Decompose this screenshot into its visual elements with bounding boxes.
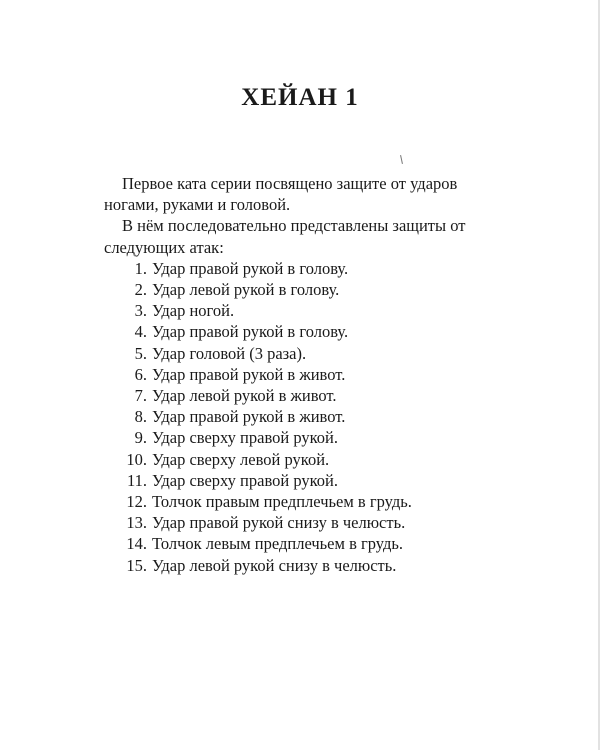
list-item-number: 12. xyxy=(126,492,147,512)
list-item-number: 1. xyxy=(134,258,147,278)
list-item-number: 14. xyxy=(126,534,147,554)
list-item xyxy=(104,449,514,470)
list-item xyxy=(104,258,514,279)
list-item xyxy=(104,385,514,406)
list-item-text: Удар головой (3 раза). xyxy=(152,343,307,363)
list-item xyxy=(104,512,514,533)
list-item-number: 2. xyxy=(134,280,147,300)
list-item-text: Толчок правым предплечьем в грудь. xyxy=(152,492,412,512)
body-text xyxy=(104,173,514,576)
list-item-text: Удар правой рукой в голову. xyxy=(152,322,349,342)
list-item-number: 11. xyxy=(126,470,147,490)
list-item-text: Толчок левым предплечьем в грудь. xyxy=(152,534,404,554)
attacks-paragraph: В нём последовательно представлены защиты от следующих атак: xyxy=(104,216,466,257)
list-item xyxy=(104,555,514,576)
list-item-number: 5. xyxy=(134,343,147,363)
list-item xyxy=(104,343,514,364)
list-item-text: Удар правой рукой в голову. xyxy=(152,258,349,278)
list-item xyxy=(104,300,514,321)
list-item xyxy=(104,491,514,512)
list-item xyxy=(104,321,514,342)
list-item xyxy=(104,427,514,448)
list-item-text: Удар сверху левой рукой. xyxy=(152,449,330,469)
list-item-number: 4. xyxy=(134,322,147,342)
list-item-number: 8. xyxy=(134,407,147,427)
list-item-text: Удар сверху правой рукой. xyxy=(152,428,339,448)
list-item-text: Удар левой рукой в живот. xyxy=(152,386,337,406)
list-item-text: Удар сверху правой рукой. xyxy=(152,470,339,490)
list-item-text: Удар ногой. xyxy=(152,301,235,321)
list-item xyxy=(104,533,514,554)
intro-paragraph: Первое ката серии посвящено защите от ударов ногами, руками и головой. xyxy=(104,174,458,215)
list-item-number: 9. xyxy=(134,428,147,448)
list-item-number: 6. xyxy=(134,364,147,384)
stray-mark xyxy=(400,155,403,164)
list-item-number: 10. xyxy=(126,449,147,469)
list-item-number: 13. xyxy=(126,513,147,533)
list-item-text: Удар правой рукой снизу в челюсть. xyxy=(152,513,406,533)
list-item-number: 3. xyxy=(134,301,147,321)
list-item-number: 15. xyxy=(126,555,147,575)
page-title: ХЕЙАН 1 xyxy=(241,84,359,111)
list-item xyxy=(104,279,514,300)
list-item-text: Удар левой рукой в голову. xyxy=(152,280,340,300)
list-item-number: 7. xyxy=(134,386,147,406)
list-item xyxy=(104,470,514,491)
list-item-text: Удар правой рукой в живот. xyxy=(152,364,346,384)
list-item xyxy=(104,406,514,427)
attack-list xyxy=(104,258,514,576)
list-item-text: Удар левой рукой снизу в челюсть. xyxy=(152,555,397,575)
list-item-text: Удар правой рукой в живот. xyxy=(152,407,346,427)
list-item xyxy=(104,364,514,385)
